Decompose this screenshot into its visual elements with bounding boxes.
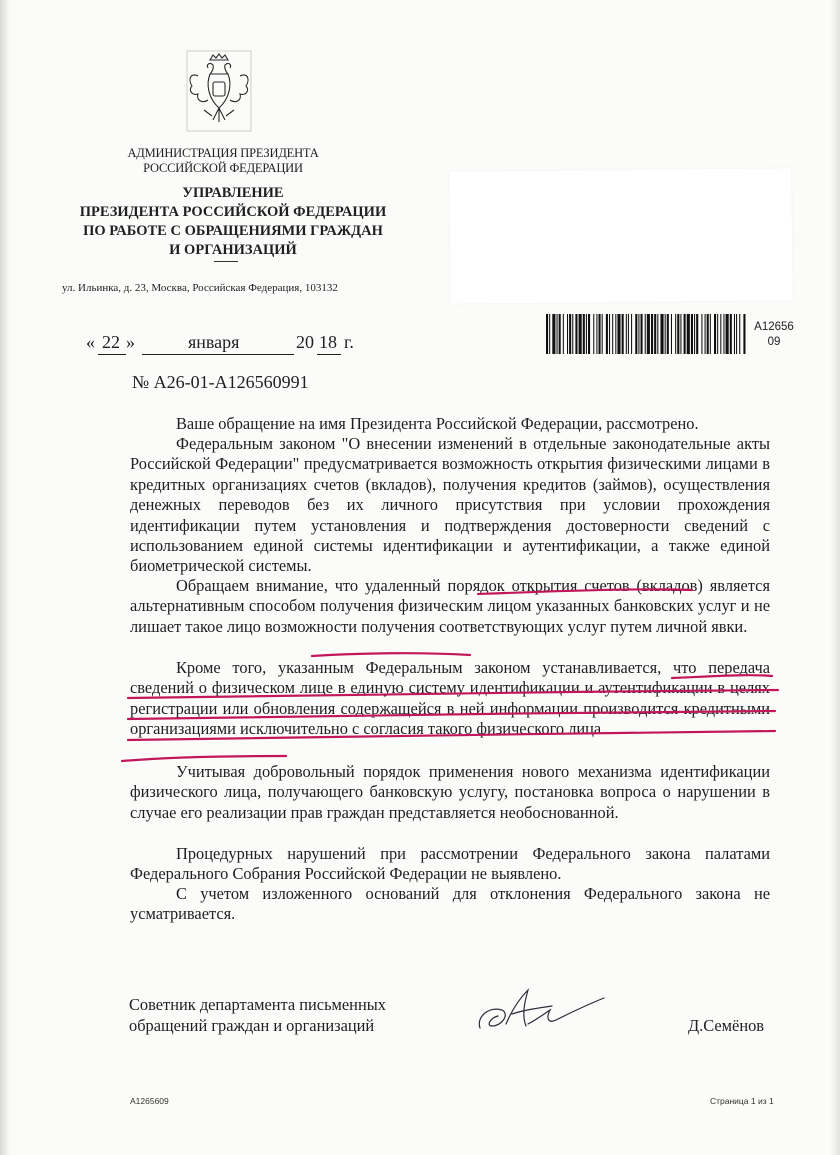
signer-name: Д.Семёнов	[688, 1016, 765, 1035]
administration-title: АДМИНИСТРАЦИЯ ПРЕЗИДЕНТА	[127, 146, 319, 160]
address: ул. Ильинка, д. 23, Москва, Российская Федерация, 103132	[62, 282, 338, 294]
date-close-quote: »	[126, 332, 135, 352]
footer-doc-code: А1265609	[130, 1096, 169, 1106]
department-title-line4: И ОРГАНИЗАЦИЙ	[169, 242, 297, 258]
department-title-line1: УПРАВЛЕНИЕ	[182, 185, 284, 201]
date-day: 22	[102, 332, 120, 352]
date-year-underline	[317, 354, 341, 355]
date-year-prefix: 20	[296, 332, 314, 352]
barcode-code-line2: 09	[767, 336, 781, 348]
signer-title-line2: обращений граждан и организаций	[129, 1016, 375, 1035]
paragraph-6: Процедурных нарушений при рассмотрении Федерального закона палатами Федерального Собрания Российской Федерации не выявлено.	[130, 844, 770, 884]
date-month: января	[188, 332, 240, 352]
divider	[214, 261, 238, 262]
underline-personal-visit	[312, 653, 470, 656]
signer-title	[129, 994, 386, 1036]
barcode-code	[752, 320, 796, 350]
date-open-quote: «	[86, 332, 95, 352]
barcode-code-line1: А12656	[754, 321, 794, 333]
paragraph-3: Обращаем внимание, что удаленный порядок открытия счетов (вкладов) является альтернативным способом получения физическим лицом указанных банковских услуг и не лишает такое лицо возможности получения соответствующих услуг путем личной явки.	[130, 576, 770, 636]
paragraph-2: Федеральным законом "О внесении изменений в отдельные законодательные акты Российской Федерации" предусматривается возможность открытия физическими лицами в кредитных организациях счетов (вкладов), получения кредитов (займов), осуществления денежных переводов без их личного присутствия при условии прохождения идентификации путем установления и подтверждения достоверности сведений с использованием единой системы идентификации и аутентификации, а также единой биометрической системы.	[130, 434, 770, 576]
underline-line5	[122, 756, 286, 761]
paragraph-1: Ваше обращение на имя Президента Российской Федерации, рассмотрено.	[176, 414, 699, 433]
signature-icon	[472, 980, 622, 1040]
coat-of-arms-icon	[186, 50, 252, 132]
department-title-line3: ПО РАБОТЕ С ОБРАЩЕНИЯМИ ГРАЖДАН	[83, 223, 383, 239]
scan-edge-left	[0, 0, 10, 1155]
redacted-recipient	[449, 168, 792, 304]
date-month-underline	[142, 354, 294, 355]
registration-number: № А26-01-А126560991	[132, 372, 309, 392]
scan-edge-right	[830, 0, 840, 1155]
date-year-unit: г.	[344, 332, 354, 352]
paragraph-7: С учетом изложенного оснований для отклонения Федерального закона не усматривается.	[130, 884, 770, 924]
paragraph-5: Учитывая добровольный порядок применения нового механизма идентификации физического лица, получающего банковскую услугу, постановка вопроса о нарушении в случае его реализации прав граждан представляется необоснованной.	[130, 762, 770, 822]
barcode-icon	[546, 314, 746, 354]
footer-page-info: Страница 1 из 1	[710, 1096, 774, 1106]
signer-title-line1: Советник департамента письменных	[129, 995, 386, 1014]
department-title-line2: ПРЕЗИДЕНТА РОССИЙСКОЙ ФЕДЕРАЦИИ	[79, 204, 387, 220]
administration-subtitle: РОССИЙСКОЙ ФЕДЕРАЦИИ	[143, 161, 303, 175]
paragraph-4: Кроме того, указанным Федеральным законом устанавливается, что передача сведений о физическом лице в единую систему идентификации и аутентификации в целях регистрации или обновления содержащейся в ней информации производится кредитными организациями исключительно с согласия такого физического лица.	[130, 658, 770, 739]
date-year-suffix: 18	[319, 332, 337, 352]
date-day-underline	[98, 354, 126, 355]
